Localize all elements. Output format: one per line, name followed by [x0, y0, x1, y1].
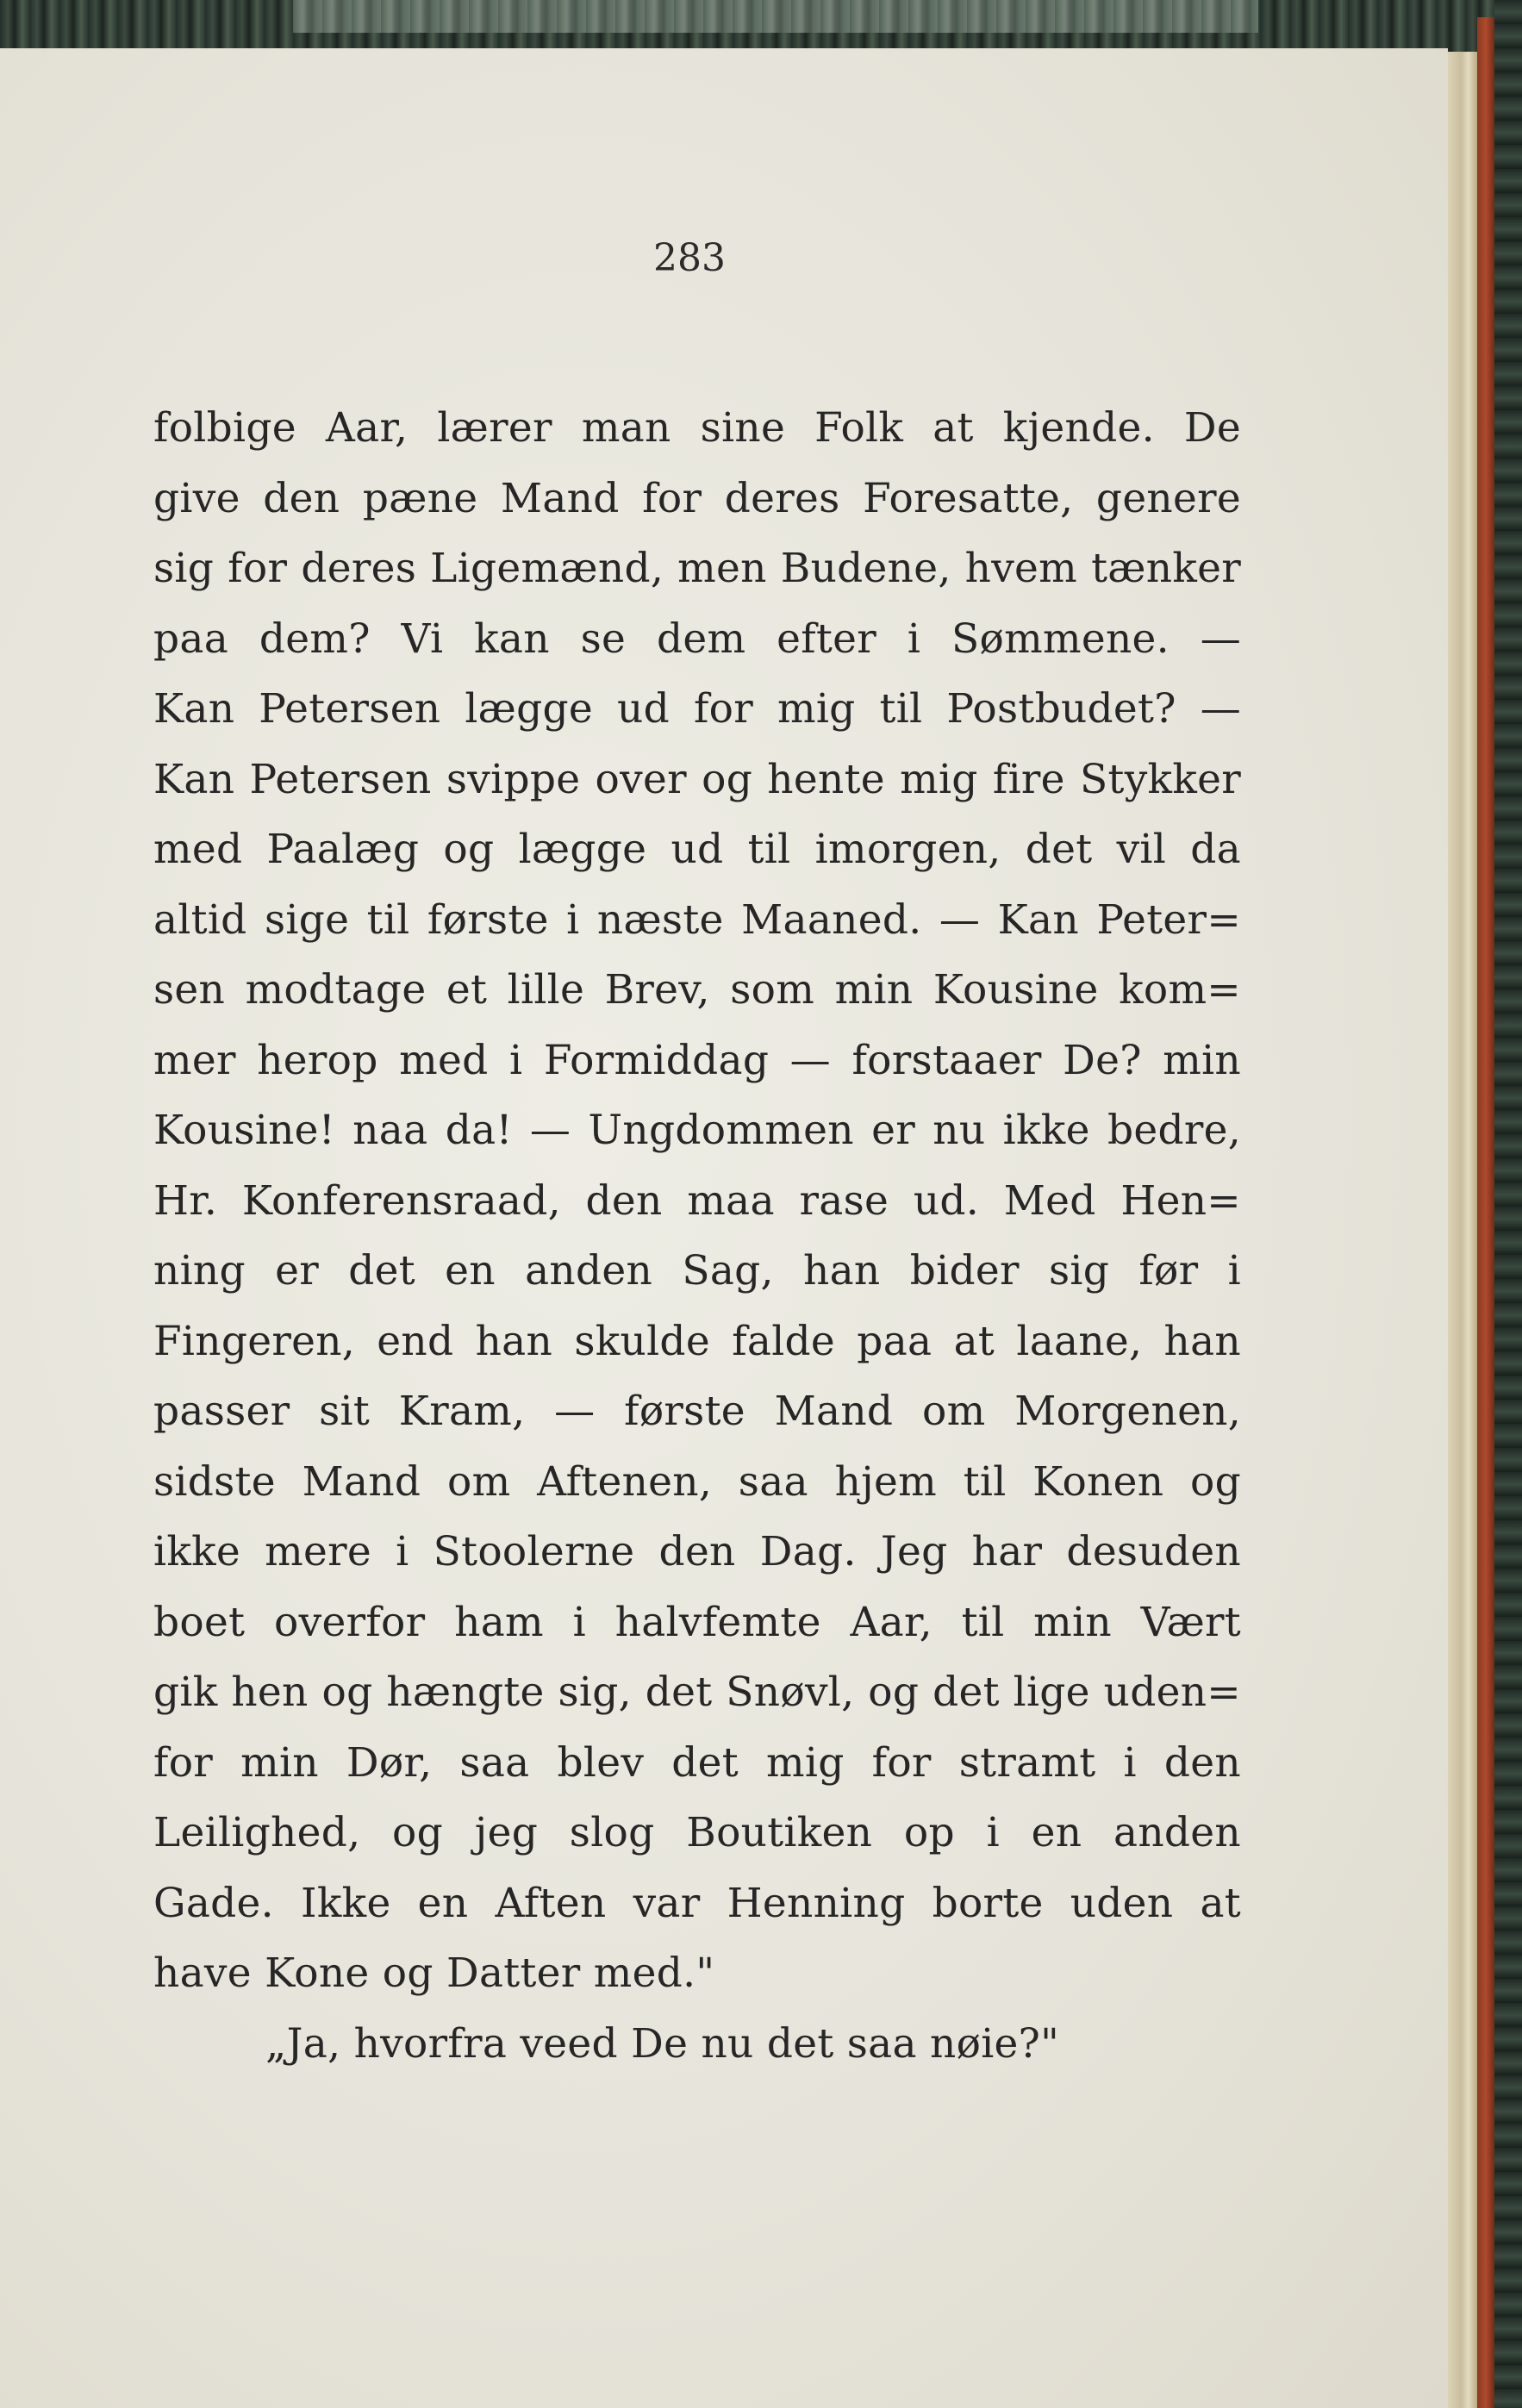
text-line: sig for deres Ligemænd, men Budene, hvem tænker [153, 545, 1241, 592]
page-number: 283 [653, 236, 726, 280]
text-line: Fingeren, end han skulde falde paa at laane, han [153, 1317, 1241, 1365]
text-line: Leilighed, og jeg slog Boutiken op i en anden [153, 1809, 1241, 1856]
text-line: Kan Petersen lægge ud for mig til Postbudet? — [153, 685, 1241, 733]
book-edge-red [1477, 17, 1494, 2408]
text-line: give den pæne Mand for deres Foresatte, genere [153, 474, 1241, 522]
book-cover-edge [1494, 0, 1522, 2408]
text-line: altid sige til første i næste Maaned. — Kan Peter= [153, 895, 1241, 944]
text-line: folbige Aar, lærer man sine Folk at kjende. De [153, 404, 1241, 452]
text-line: sidste Mand om Aftenen, saa hjem til Konen og [153, 1457, 1241, 1506]
text-line: have Kone og Datter med." [153, 1949, 715, 1997]
text-line: ning er det en anden Sag, han bider sig før i [153, 1247, 1241, 1294]
top-edge-texture [293, 0, 1258, 33]
text-line: boet overfor ham i halvfemte Aar, til min Vært [153, 1598, 1241, 1646]
text-line: for min Dør, saa blev det mig for stramt i den [153, 1738, 1241, 1787]
text-line: Kousine! naa da! — Ungdommen er nu ikke bedre, [153, 1107, 1241, 1154]
book-page [0, 48, 1448, 2408]
text-line: passer sit Kram, — første Mand om Morgenen, [153, 1388, 1241, 1435]
text-line: Gade. Ikke en Aften var Henning borte uden at [153, 1879, 1241, 1927]
text-line: „Ja, hvorfra veed De nu det saa nøie?" [265, 2019, 1060, 2068]
text-line: gik hen og hængte sig, det Snøvl, og det lige uden= [153, 1669, 1241, 1716]
text-line: ikke mere i Stoolerne den Dag. Jeg har desuden [153, 1528, 1241, 1575]
text-line: paa dem? Vi kan se dem efter i Sømmene. — [153, 614, 1241, 663]
body-text [153, 393, 1241, 2079]
text-line: mer herop med i Formiddag — forstaaer De? min [153, 1036, 1241, 1084]
text-line: sen modtage et lille Brev, som min Kousine kom= [153, 966, 1241, 1014]
text-line: Kan Petersen svippe over og hente mig fire Stykker [153, 755, 1241, 803]
text-line: Hr. Konferensraad, den maa rase ud. Med Hen= [153, 1176, 1241, 1225]
page-edge [1448, 52, 1477, 2408]
text-line: med Paalæg og lægge ud til imorgen, det vil da [153, 826, 1241, 873]
